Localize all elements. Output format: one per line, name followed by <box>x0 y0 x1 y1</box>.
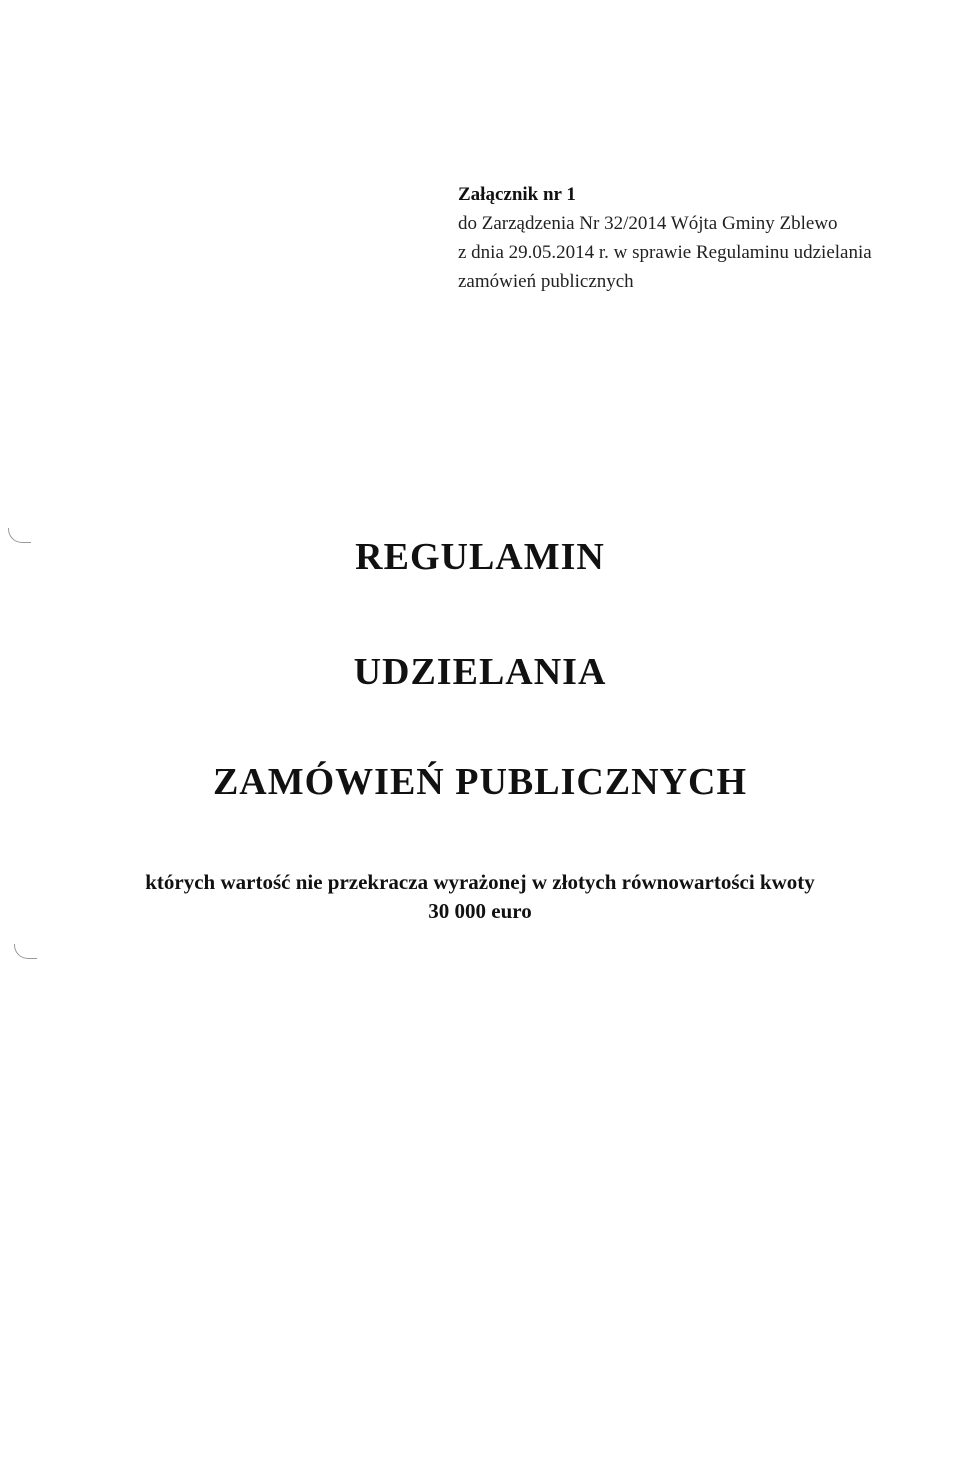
document-title-line-2: UDZIELANIA <box>353 651 607 693</box>
ordinance-subject-continued: zamówień publicznych <box>458 271 634 292</box>
punch-hole-mark <box>8 528 31 543</box>
attachment-number: Załącznik nr 1 <box>458 184 576 205</box>
document-subtitle-line-1: których wartość nie przekracza wyrażonej w złotych równowartości kwoty <box>145 870 815 894</box>
attachment-header <box>458 180 938 296</box>
document-title-line-3: ZAMÓWIEŃ PUBLICZNYCH <box>212 761 748 803</box>
ordinance-reference: do Zarządzenia Nr 32/2014 Wójta Gminy Zblewo <box>458 213 838 234</box>
document-subtitle-line-2: 30 000 euro <box>428 899 532 923</box>
punch-hole-mark <box>14 944 37 959</box>
document-title-line-1: REGULAMIN <box>355 536 605 578</box>
ordinance-date-subject: z dnia 29.05.2014 r. w sprawie Regulaminu udzielania <box>458 242 872 263</box>
